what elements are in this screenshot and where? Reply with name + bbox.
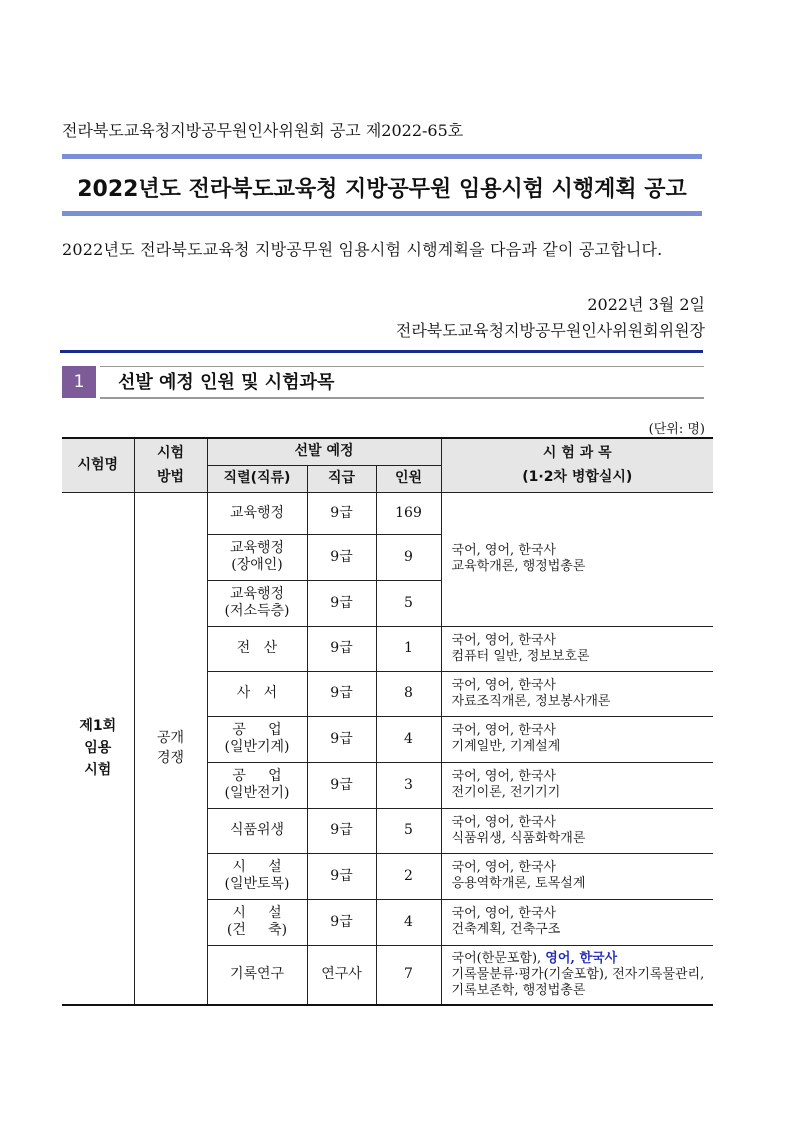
count-cell: 4 xyxy=(376,716,441,762)
job-cell: 사 서 xyxy=(207,671,307,716)
archive-subjects-part1: 국어(한문포함), xyxy=(451,950,546,966)
count-cell: 1 xyxy=(376,626,441,671)
archive-subjects-highlight: 영어, 한국사 xyxy=(545,950,618,966)
subjects-cell-archive xyxy=(441,945,713,1005)
section-line-top xyxy=(100,366,704,367)
subjects-cell-librarian: 국어, 영어, 한국사 자료조직개론, 정보봉사개론 xyxy=(441,671,713,716)
header-subjects xyxy=(441,438,713,492)
job-cell: 공 업 (일반전기) xyxy=(207,762,307,808)
job-cell: 공 업 (일반기계) xyxy=(207,716,307,762)
count-cell: 4 xyxy=(376,899,441,945)
grade-cell: 9급 xyxy=(307,492,376,534)
subjects-cell-food: 국어, 영어, 한국사 식품위생, 식품화학개론 xyxy=(441,808,713,853)
section-line-bottom xyxy=(100,397,704,399)
announcement-date: 2022년 3월 2일 xyxy=(587,295,705,314)
grade-cell: 9급 xyxy=(307,762,376,808)
header-count: 인원 xyxy=(376,465,441,492)
count-cell: 2 xyxy=(376,853,441,899)
job-cell: 기록연구 xyxy=(207,945,307,1005)
subjects-cell-computer: 국어, 영어, 한국사 컴퓨터 일반, 정보보호론 xyxy=(441,626,713,671)
job-cell: 전 산 xyxy=(207,626,307,671)
grade-cell: 9급 xyxy=(307,899,376,945)
grade-cell: 9급 xyxy=(307,853,376,899)
grade-cell: 연구사 xyxy=(307,945,376,1005)
signer: 전라북도교육청지방공무원인사위원회위원장 xyxy=(395,321,705,340)
subjects-cell-admin: 국어, 영어, 한국사 교육학개론, 행정법총론 xyxy=(441,492,713,626)
job-cell: 식품위생 xyxy=(207,808,307,853)
header-exam-name: 시험명 xyxy=(62,438,134,492)
divider-rule xyxy=(60,350,703,353)
section-title: 선발 예정 인원 및 시험과목 xyxy=(118,372,335,393)
count-cell: 169 xyxy=(376,492,441,534)
header-selection-plan: 선발 예정 xyxy=(207,438,441,465)
count-cell: 3 xyxy=(376,762,441,808)
unit-label: (단위: 명) xyxy=(648,422,705,437)
subjects-cell-civil: 국어, 영어, 한국사 응용역학개론, 토목설계 xyxy=(441,853,713,899)
grade-cell: 9급 xyxy=(307,534,376,580)
section-number: 1 xyxy=(62,366,96,398)
exam-method-cell: 공개 경쟁 xyxy=(134,492,207,1005)
count-cell: 8 xyxy=(376,671,441,716)
intro-paragraph: 2022년도 전라북도교육청 지방공무원 임용시험 시행계획을 다음과 같이 공고합니다. xyxy=(62,240,663,259)
header-job-series: 직렬(직류) xyxy=(207,465,307,492)
exam-name-cell: 제1회 임용 시험 xyxy=(62,492,134,1005)
header-exam-method: 시험 방법 xyxy=(134,438,207,492)
count-cell: 5 xyxy=(376,808,441,853)
count-cell: 7 xyxy=(376,945,441,1005)
header-subjects-note: (1·2차 병합실시) xyxy=(522,469,633,486)
job-cell: 교육행정 xyxy=(207,492,307,534)
exam-table xyxy=(62,437,713,1006)
grade-cell: 9급 xyxy=(307,808,376,853)
job-cell: 시 설 (건 축) xyxy=(207,899,307,945)
title-bar-bottom xyxy=(62,211,702,216)
archive-subjects-part3: 기록물분류·평가(기술포함), 전자기록물관리, 기록보존학, 행정법총론 xyxy=(451,966,705,998)
grade-cell: 9급 xyxy=(307,626,376,671)
count-cell: 9 xyxy=(376,534,441,580)
subjects-cell-mechanical: 국어, 영어, 한국사 기계일반, 기계설계 xyxy=(441,716,713,762)
grade-cell: 9급 xyxy=(307,671,376,716)
grade-cell: 9급 xyxy=(307,580,376,626)
job-cell: 교육행정 (장애인) xyxy=(207,534,307,580)
subjects-cell-electrical: 국어, 영어, 한국사 전기이론, 전기기기 xyxy=(441,762,713,808)
job-cell: 교육행정 (저소득층) xyxy=(207,580,307,626)
count-cell: 5 xyxy=(376,580,441,626)
title-bar-top xyxy=(62,154,702,159)
header-grade: 직급 xyxy=(307,465,376,492)
document-title: 2022년도 전라북도교육청 지방공무원 임용시험 시행계획 공고 xyxy=(77,177,687,202)
header-subjects-title: 시 험 과 목 xyxy=(542,445,612,462)
subjects-cell-architecture: 국어, 영어, 한국사 건축계획, 건축구조 xyxy=(441,899,713,945)
job-cell: 시 설 (일반토목) xyxy=(207,853,307,899)
notice-number: 전라북도교육청지방공무원인사위원회 공고 제2022-65호 xyxy=(62,121,464,140)
grade-cell: 9급 xyxy=(307,716,376,762)
